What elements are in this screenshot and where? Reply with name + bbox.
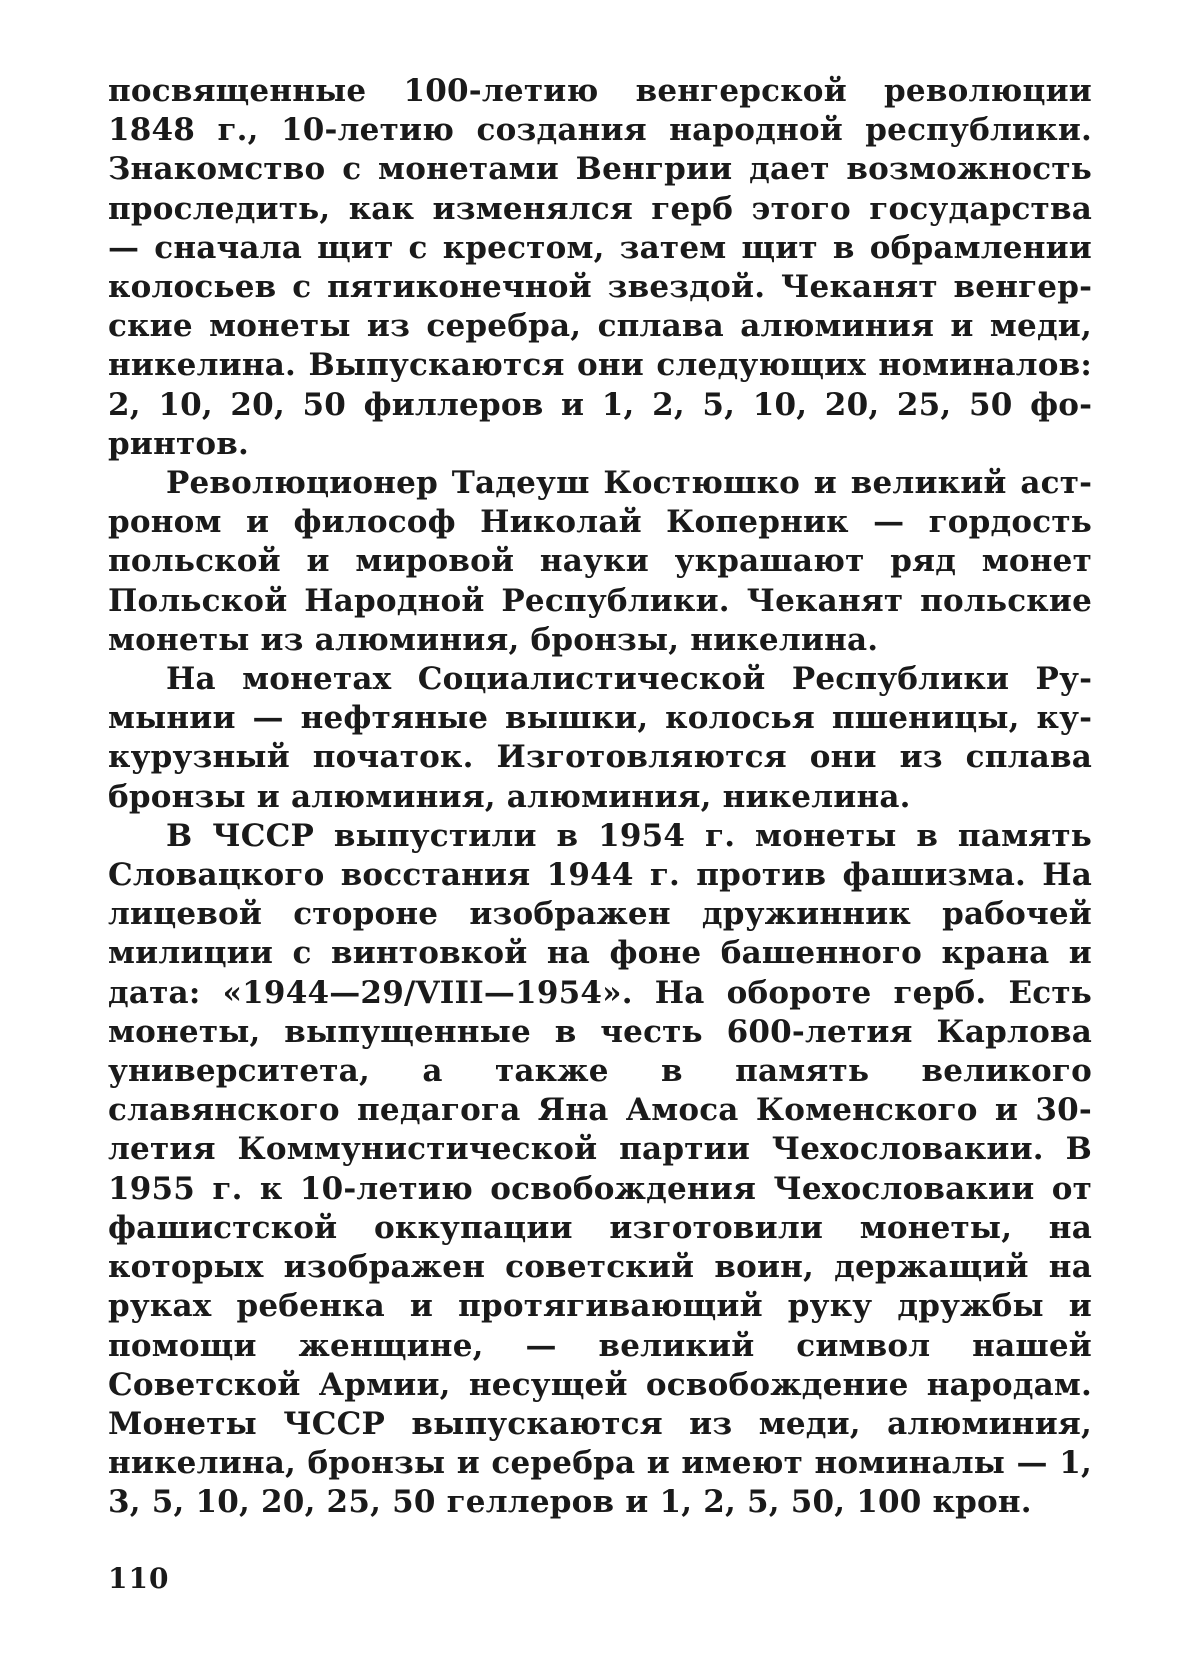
paragraph-romania-coins: На монетах Социалистической Республики Румынии — нефтяные вышки, колосья пшеницы, кукурузный початок. Изготовляются они из сплава бронзы и алюминия, алюминия, никелина. [108,661,1092,815]
paragraph-poland-coins: Революционер Тадеуш Костюшко и великий астроном и философ Николай Коперник — гордость польской и мировой науки украшают ряд монет Польской Народной Республики. Чеканят польские монеты из алюминия, бронзы, никелина. [108,465,1092,658]
page-number: 110 [108,1562,170,1595]
paragraph-czechoslovakia-coins: В ЧССР выпустили в 1954 г. монеты в память Словацкого восстания 1944 г. против фашизма. На лицевой стороне изображен дружинник рабочей милиции с винтовкой на фоне башенного крана и дата: «1944—29/VIII—1954». На обороте герб. Есть монеты, выпущенные в честь 600-летия Карлова университета, а также в память великого славянского педагога Яна Амоса Коменского и 30-летия Коммунистической партии Чехословакии. В 1955 г. к 10-летию освобождения Чехословакии от фашистской оккупации изготовили монеты, на которых изображен советский воин, держащий на руках ребенка и протягивающий руку дружбы и помощи женщине, — великий символ нашей Советской Армии, несущей освобождение народам. Монеты ЧССР выпускаются из меди, алюминия, никелина, бронзы и серебра и имеют номиналы — 1, 3, 5, 10, 20, 25, 50 геллеров и 1, 2, 5, 50, 100 крон. [108,817,1092,1521]
paragraph-hungary-coins: посвященные 100-летию венгерской революции 1848 г., 10-летию создания народной республики. Знакомство с монетами Венгрии дает возможность проследить, как изменялся герб этого государства — сначала щит с крестом, затем щит в обрамлении колосьев с пятиконечной звездой. Чеканят венгерские монеты из серебра, сплава алюминия и меди, никелина. Выпускаются они следующих номиналов: 2, 10, 20, 50 филлеров и 1, 2, 5, 10, 20, 25, 50 форинтов. [108,73,1092,462]
page-text-body [108,72,1092,1523]
book-page [108,72,1092,1632]
